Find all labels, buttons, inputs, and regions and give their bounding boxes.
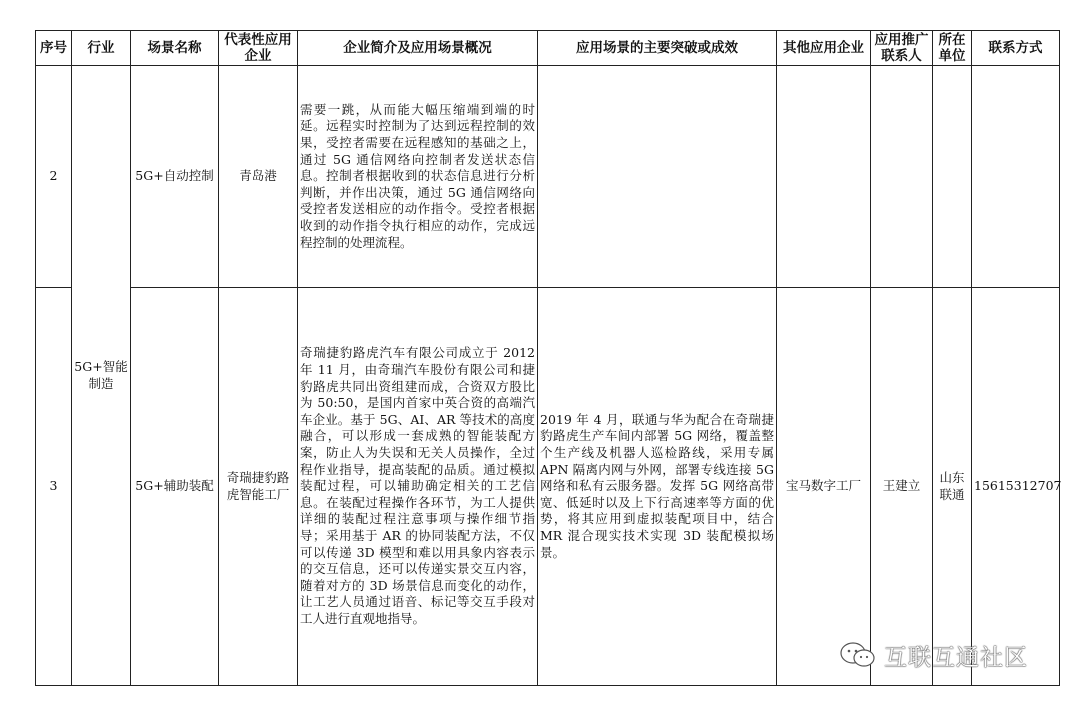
header-phone: 联系方式 [972, 31, 1060, 66]
cell-unit [933, 66, 972, 288]
header-effect: 应用场景的主要突破或成效 [538, 31, 777, 66]
cell-intro: 需要一跳，从而能大幅压缩端到端的时延。远程实时控制为了达到远程控制的效果，受控者需要在远程感知的基础之上，通过 5G 通信网络向控制者发送状态信息。控制者根据收到的状态信息进行分析判断，并作出决策，通过 5G 通信网络向受控者发送相应的动作指令。受控者根据收到的动作指令执行相应的动作，完成远程控制的处理流程。 [298, 66, 538, 288]
cell-scene: 5G+辅助装配 [131, 288, 219, 686]
scenario-table [35, 30, 1060, 686]
cell-others: 宝马数字工厂 [777, 288, 871, 686]
header-contact: 应用推广联系人 [871, 31, 933, 66]
table-row [36, 66, 1060, 288]
header-no: 序号 [36, 31, 72, 66]
cell-effect: 2019 年 4 月，联通与华为配合在奇瑞捷豹路虎生产车间内部署 5G 网络，覆盖整个生产线及机器人巡检路线，采用专属 APN 隔离内网与外网，部署专线连接 5G 网络和私有云服务器。发挥 5G 网络高带宽、低延时以及上下行高速率等方面的优势，将其应用到虚拟装配项目中，结合 MR 混合现实技术实现 3D 装配模拟场景。 [538, 288, 777, 686]
cell-company: 奇瑞捷豹路虎智能工厂 [219, 288, 298, 686]
cell-intro: 奇瑞捷豹路虎汽车有限公司成立于 2012 年 11 月，由奇瑞汽车股份有限公司和捷豹路虎共同出资组建而成，合资双方股比为 50:50，是国内首家中英合资的高端汽车企业。基于 5G、AI、AR 等技术的高度融合，可以形成一套成熟的智能装配方案，防止人为失误和无关人员操作，全过程作业指导，提高装配的品质。通过模拟装配过程，可以辅助确定相关的工艺信息。在装配过程操作各环节，为工人提供详细的装配过程注意事项与操作细节指导；采用基于 AR 的协同装配方法，不仅可以传递 3D 模型和难以用具象内容表示的交互信息，还可以传递实景交互内容，随着对方的 3D 场景信息而变化的动作，让工艺人员通过语音、标记等交互手段对工人进行直观地指导。 [298, 288, 538, 686]
watermark-text: 互联互通社区 [884, 644, 1028, 671]
cell-industry: 5G+智能制造 [72, 66, 131, 686]
cell-company: 青岛港 [219, 66, 298, 288]
cell-phone [972, 66, 1060, 288]
header-intro: 企业简介及应用场景概况 [298, 31, 538, 66]
watermark [838, 638, 1048, 672]
header-row [36, 31, 1060, 66]
cell-others [777, 66, 871, 288]
cell-no: 3 [36, 288, 72, 686]
cell-contact [871, 66, 933, 288]
header-industry: 行业 [72, 31, 131, 66]
header-company: 代表性应用企业 [219, 31, 298, 66]
cell-phone: 15615312707 [972, 288, 1060, 686]
header-unit: 所在单位 [933, 31, 972, 66]
cell-no: 2 [36, 66, 72, 288]
cell-scene: 5G+自动控制 [131, 66, 219, 288]
header-others: 其他应用企业 [777, 31, 871, 66]
table-row [36, 288, 1060, 686]
cell-effect [538, 66, 777, 288]
header-scene: 场景名称 [131, 31, 219, 66]
cell-unit: 山东联通 [933, 288, 972, 686]
cell-contact: 王建立 [871, 288, 933, 686]
wechat-icon [838, 640, 878, 670]
